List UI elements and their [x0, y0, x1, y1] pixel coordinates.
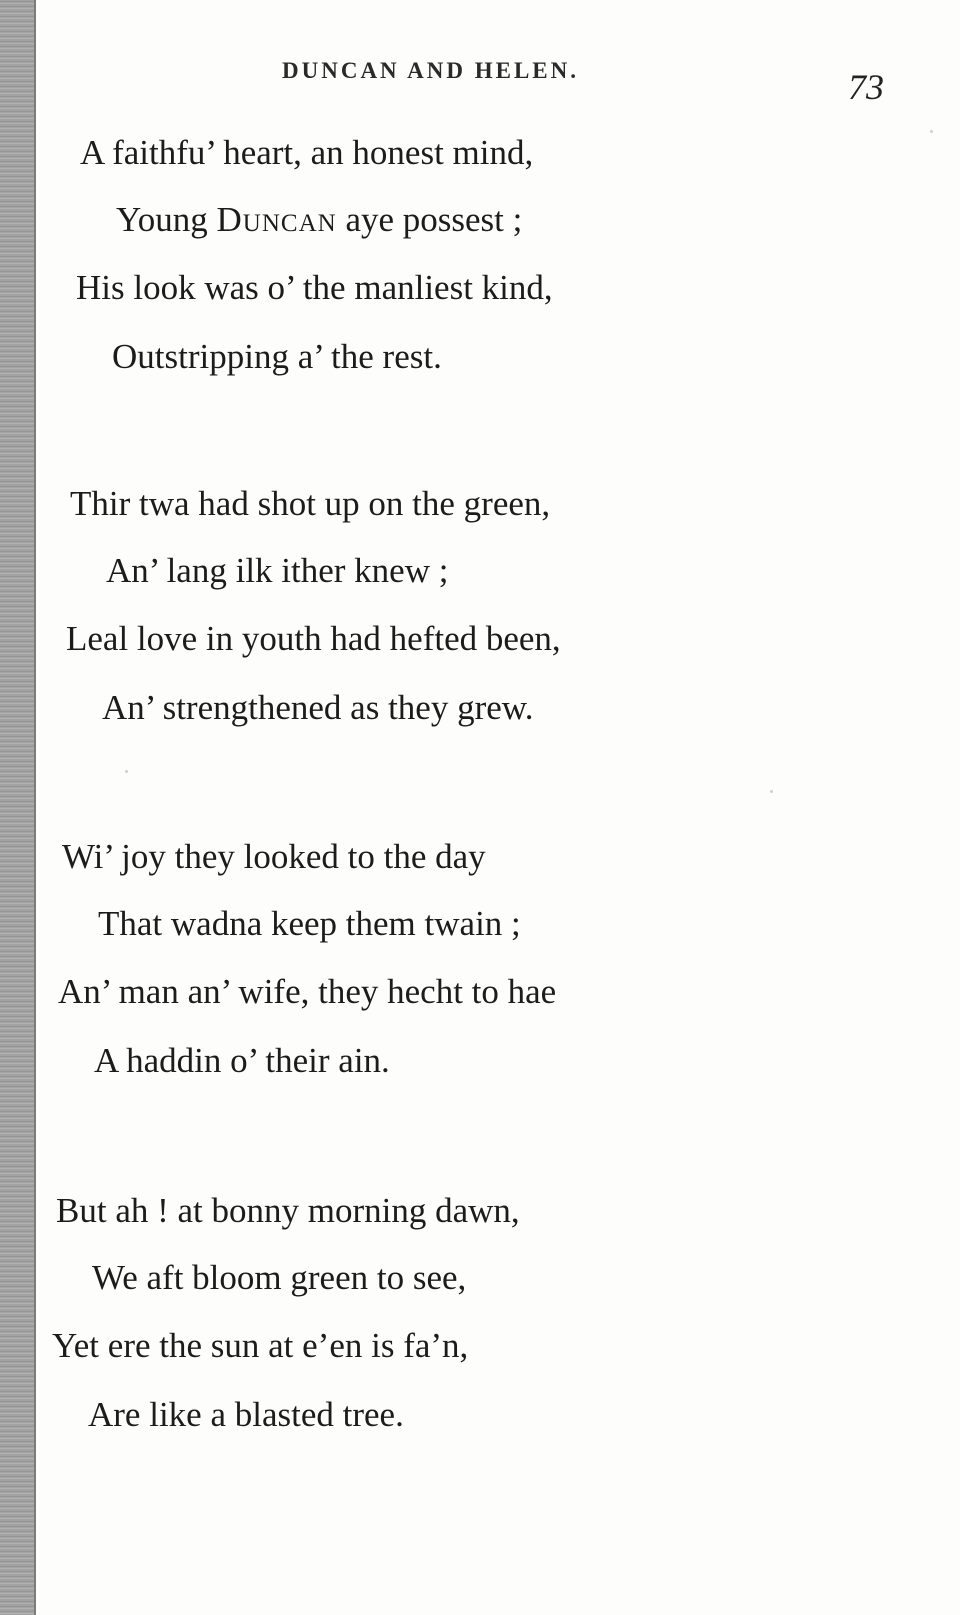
character-name: Duncan [216, 200, 337, 239]
page-number: 73 [848, 67, 884, 107]
paper-speck [125, 770, 128, 773]
poem-line: But ah ! at bonny morning dawn, [56, 1191, 520, 1230]
poem-line: A faithfu’ heart, an honest mind, [80, 133, 534, 172]
paper-speck [770, 790, 773, 793]
paper-speck [930, 130, 933, 133]
poem-line: Thir twa had shot up on the green, [70, 484, 551, 523]
poem-line: An’ strengthened as they grew. [102, 688, 534, 727]
poem-line: Leal love in youth had hefted been, [66, 619, 561, 658]
poem-line: Outstripping a’ the rest. [112, 337, 442, 376]
poem-line: An’ lang ilk ither knew ; [106, 551, 449, 590]
poem-line: That wadna keep them twain ; [98, 904, 521, 943]
running-head: DUNCAN AND HELEN. [282, 58, 579, 83]
poem-line: Yet ere the sun at e’en is fa’n, [52, 1326, 469, 1365]
line-text: Young [116, 200, 217, 239]
poem-line: An’ man an’ wife, they hecht to hae [58, 972, 557, 1011]
poem-line: Wi’ joy they looked to the day [62, 837, 486, 876]
poem-line [116, 202, 522, 237]
poem-line: His look was o’ the manliest kind, [76, 268, 553, 307]
poem-line: Are like a blasted tree. [88, 1395, 404, 1434]
poem-line: We aft bloom green to see, [92, 1258, 467, 1297]
line-text: aye possest ; [336, 200, 523, 239]
poem-line: A haddin o’ their ain. [94, 1041, 390, 1080]
